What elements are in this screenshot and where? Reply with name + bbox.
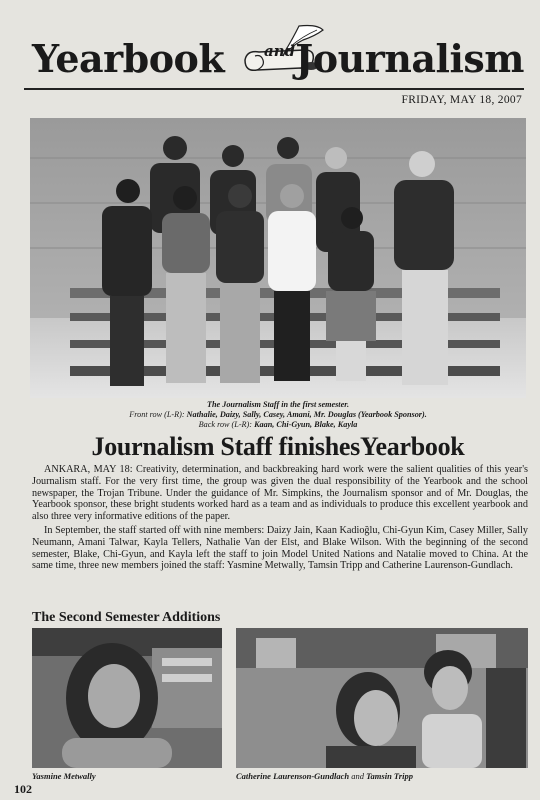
caption-title: The Journalism Staff in the first semester. [206,400,349,409]
back-row-names: Kaan, Chi-Gyun, Blake, Kayla [254,420,358,429]
photo-yasmine [32,628,222,768]
photo-yasmine-caption: Yasmine Metwally [32,771,96,781]
photo-yasmine-image [32,628,222,768]
caption-back-row [30,420,526,430]
masthead [24,18,524,88]
front-row-label: Front row (L-R): [129,410,185,419]
masthead-yearbook: Yearbook [32,36,225,81]
group-photo-caption [30,400,526,430]
article-paragraph-1: ANKARA, MAY 18: Creativity, determination, and backbreaking hard work were the salient qualities of this year's Journalism staff. For the very first time, the group was given the dual responsibility of the Yearbook and the school newspaper, the Trojan Tribune. Under the guidance of Mr. Simpkins, the Journalism sponsor and of Mr. Douglas, the Yearbook sponsor, these bright students worked hard as a team and as individuals to produce this excellent yearbook and also three very informative editions of the paper. [32,464,528,523]
masthead-journalism: Journalism [295,36,524,81]
dateline: FRIDAY, MAY 18, 2007 [401,94,522,106]
front-row-names: Nathalie, Daizy, Sally, Casey, Amani, Mr. Douglas (Yearbook Sponsor). [186,410,427,419]
masthead-rule [24,88,524,90]
masthead-and: and [264,42,296,60]
caption-front-row [30,410,526,420]
staff-group-photo [30,118,526,398]
page-number: 102 [14,782,32,796]
photo-catherine-tamsin [236,628,528,768]
caption-and: and [351,771,364,781]
caption-name-catherine: Catherine Laurenson-Gundlach [236,771,350,781]
back-row-label: Back row (L-R): [198,420,253,429]
caption-name-tamsin: Tamsin Tripp [366,771,413,781]
article-headline: Journalism Staff finishesYearbook [91,432,465,461]
article-paragraph-2: In September, the staff started off with nine members: Daizy Jain, Kaan Kadioğlu, Chi-Gyun Kim, Casey Miller, Sally Neumann, Amani Talwar, Kayla Tellers, Nathalie Van der Elst, and Blake Wilson. With the beginning of the second semester, Blake, Chi-Gyun, and Kayla left the staff to join Model United Nations and Natalie moved to China. At the same time, three new members joined the staff: Yasmine Metwally, Tamsin Tripp and Catherine Laurenson-Gundlach. [32,524,528,572]
photo-catherine-tamsin-caption [236,771,413,781]
article-body [32,464,528,574]
staff-group-photo-image [30,118,526,398]
photo-catherine-tamsin-image [236,628,528,768]
section-heading: The Second Semester Additions [32,610,221,625]
